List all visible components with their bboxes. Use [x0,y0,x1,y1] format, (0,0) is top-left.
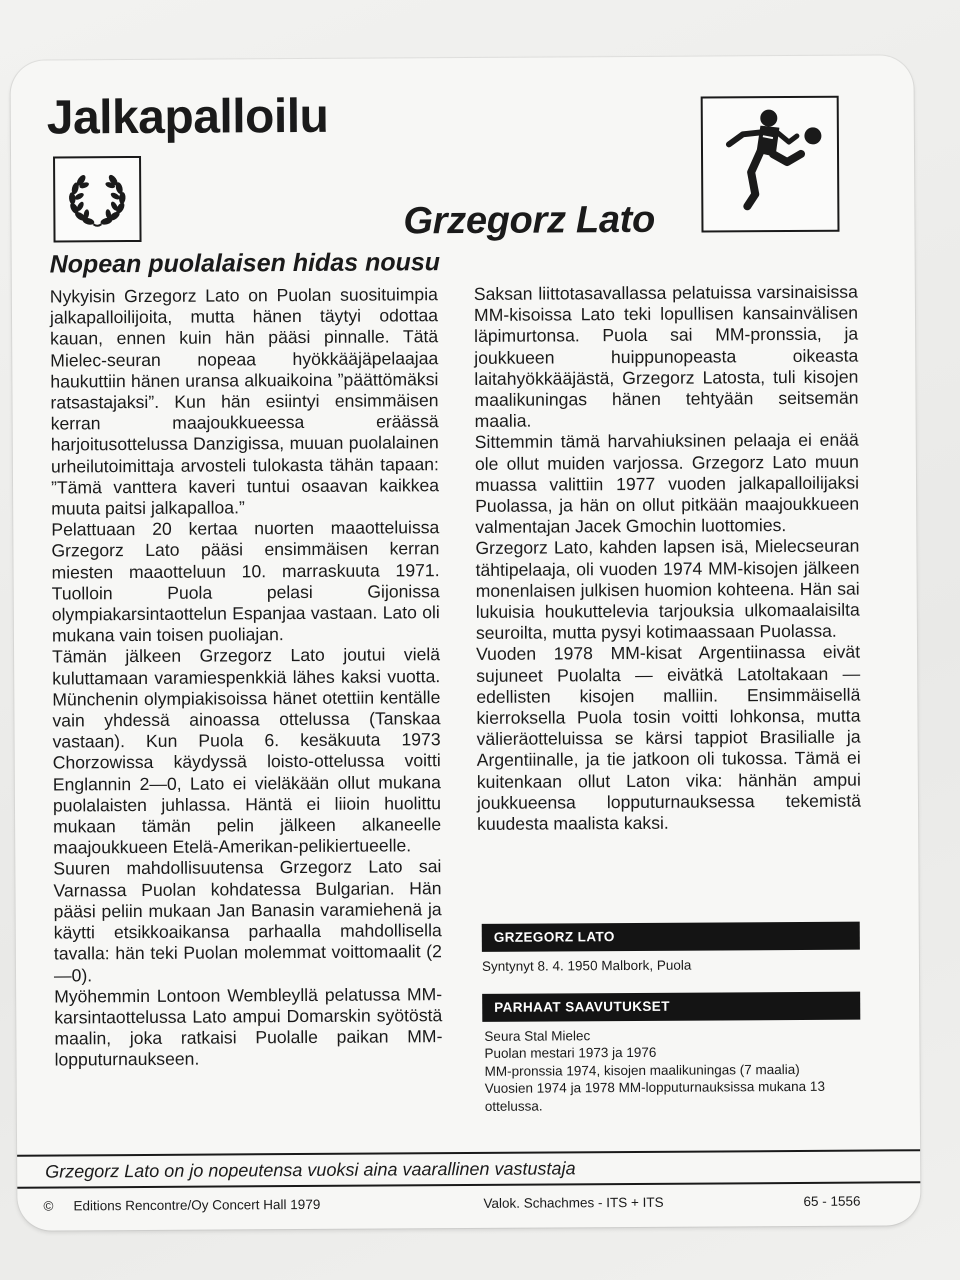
birth-info: Syntynyt 8. 4. 1950 Malbork, Puola [481,957,692,974]
bio-header: GRZEGORZ LATO [482,922,860,952]
list-item: ottelussa. [484,1098,543,1114]
list-item: MM-pronssia 1974, kisojen maalikuningas (7 maalia) [484,1061,800,1079]
paragraph: Vuoden 1978 MM-kisat Argentiinassa eivät sujuneet Puolalta — eivätkä Latoltakaan — edellisten kisojen malliin. Ensimmäisellä kierroksella Puola tosin voitti lohkonsa, mutta välieräotteluissa se kärsi tappiot Brasilialle ja Argentiinalle, ja tie jatkoon oli tukossa. Tämä ei kuitenkaan ollut Laton vika: hänhän ampui joukkueensa lopputurnauksessa tekemistä kuudesta maalista kaksi. [476,642,862,835]
football-player-icon [701,96,840,233]
sport-title: Jalkapalloilu [46,89,329,145]
copyright-symbol: © [43,1198,54,1214]
photo-caption: Grzegorz Lato on jo nopeutensa vuoksi aina vaarallinen vastustaja [45,1158,576,1182]
paragraph: Sittemmin tämä harvahiuksinen pelaaja ei enää ole ollut muiden varjossa. Grzegorz Lato muun muassa valittiin 1977 vuoden jalkapalloilijaksi Puolassa, ja hän on ollut pitkään maajoukkueen valmentajan Jacek Gmochin luottomies. [474,430,860,538]
card-number: 65 - 1556 [803,1193,861,1209]
divider [17,1181,920,1189]
player-name: Grzegorz Lato [403,198,656,243]
paragraph: Suuren mahdollisuutensa Grzegorz Lato sai Varnassa Puolan kohdatessa Bulgarian. Hän pääsi peliin mukaan Jan Banasin varamiehenä ja käytti etsikkoaikansa parhaalla mahdollisella tavalla: hän teki Puolan molemmat voittomaalit (2—0). [53,856,442,986]
achievements-header: PARHAAT SAAVUTUKSET [482,992,860,1022]
list-item: Puolan mestari 1973 ja 1976 [484,1045,657,1062]
paragraph: Saksan liittotasavallassa pelatuissa varsinaisissa MM-kisoissa Lato teki lopullisen kansainvälisen läpimurtonsa. Puola sai MM-pronssia, ja joukkueen huippunopeasta oikeasta laitahyökkääjästä, Grzegorz Latosta, tuli kisojen maalikuningas hänen tehtyään seitsemän maalia. [473,281,859,432]
paragraph: Grzegorz Lato, kahden lapsen isä, Mielecseuran tähtipelaaja, oli vuoden 1974 MM-kisojen jälkeen monenlaisen julkisen huomion kohteena. Hän sai lukuisia houkuttelevia tarjouksia ulkomaalaisilta seuroilta, mutta pysyi kotimaassaan Puolassa. [475,536,860,644]
left-text-column [50,284,443,1071]
list-item: Seura Stal Mielec [484,1028,591,1044]
photo-credit: Valok. Schachmes - ITS + ITS [483,1194,664,1211]
right-text-column [474,282,861,836]
laurel-wreath-icon [53,156,142,243]
headline: Nopean puolalaisen hidas nousu [49,248,441,279]
list-item: Vuosien 1974 ja 1978 MM-lopputurnauksissa mukana 13 [484,1079,825,1097]
paragraph: Myöhemmin Lontoon Wembleyllä pelatussa MM-karsintaottelussa Lato ampui Domarskin syötöstä maalin, joka ratkaisi Puolalle paikan MM-lopputurnaukseen. [54,983,443,1070]
paragraph: Pelattuaan 20 kertaa nuorten maaotteluissa Grzegorz Lato pääsi ensimmäisen kerran miesten maaotteluun 10. marraskuuta 1971. Tuolloin Puola pelasi Gijonissa olympiakarsintaottelun Espanjaa vastaan. Lato oli mukana vain toisen puoliajan. [51,517,440,646]
publisher: Editions Rencontre/Oy Concert Hall 1979 [73,1196,321,1214]
achievements-list [484,1026,865,1115]
paragraph: Tämän jälkeen Grzegorz Lato joutui vielä kuluttamaan varamiespenkkiä lähes kaksi vuotta. Münchenin olympiakisoissa hänet otettiin kentälle vain yhdessä ainoassa ottelussa (Tanskaa vastaan). Kun Puola 6. kesäkuuta 1973 Chorzowissa käydyssä loisto-ottelussa voitti Englannin 2—0, Lato ei vieläkään ollut mukana puolalaisten juhlassa. Häntä ei liioin huolittu mukaan tämän pelin jälkeen alkaneelle maajoukkueen Etelä-Amerikan-pelikiertueelle. [52,644,442,858]
collector-card [10,55,920,1230]
paragraph: Nykyisin Grzegorz Lato on Puolan suosituimpia jalkapalloilijoita, mutta hänen täytyi odottaa kauan, ennen kuin hän pääsi pinnalle. Tätä Mielec-seuran nopeaa hyökkääjäpelaajaa haukuttiin hänen uransa alkuaikoina ”päättömäksi ratsastajaksi”. Kun hän esiintyi ensimmäisen kerran maajoukkueessa eräässä harjoitusottelussa Danzigissa, muuan puolalainen urheilutoimittaja arvosteli tulokasta tähän tapaan: ”Tämä vanttera kaveri tuntui osaavan kaikkea muuta paitsi jalkapalloa.” [49,284,440,519]
divider [17,1149,920,1157]
